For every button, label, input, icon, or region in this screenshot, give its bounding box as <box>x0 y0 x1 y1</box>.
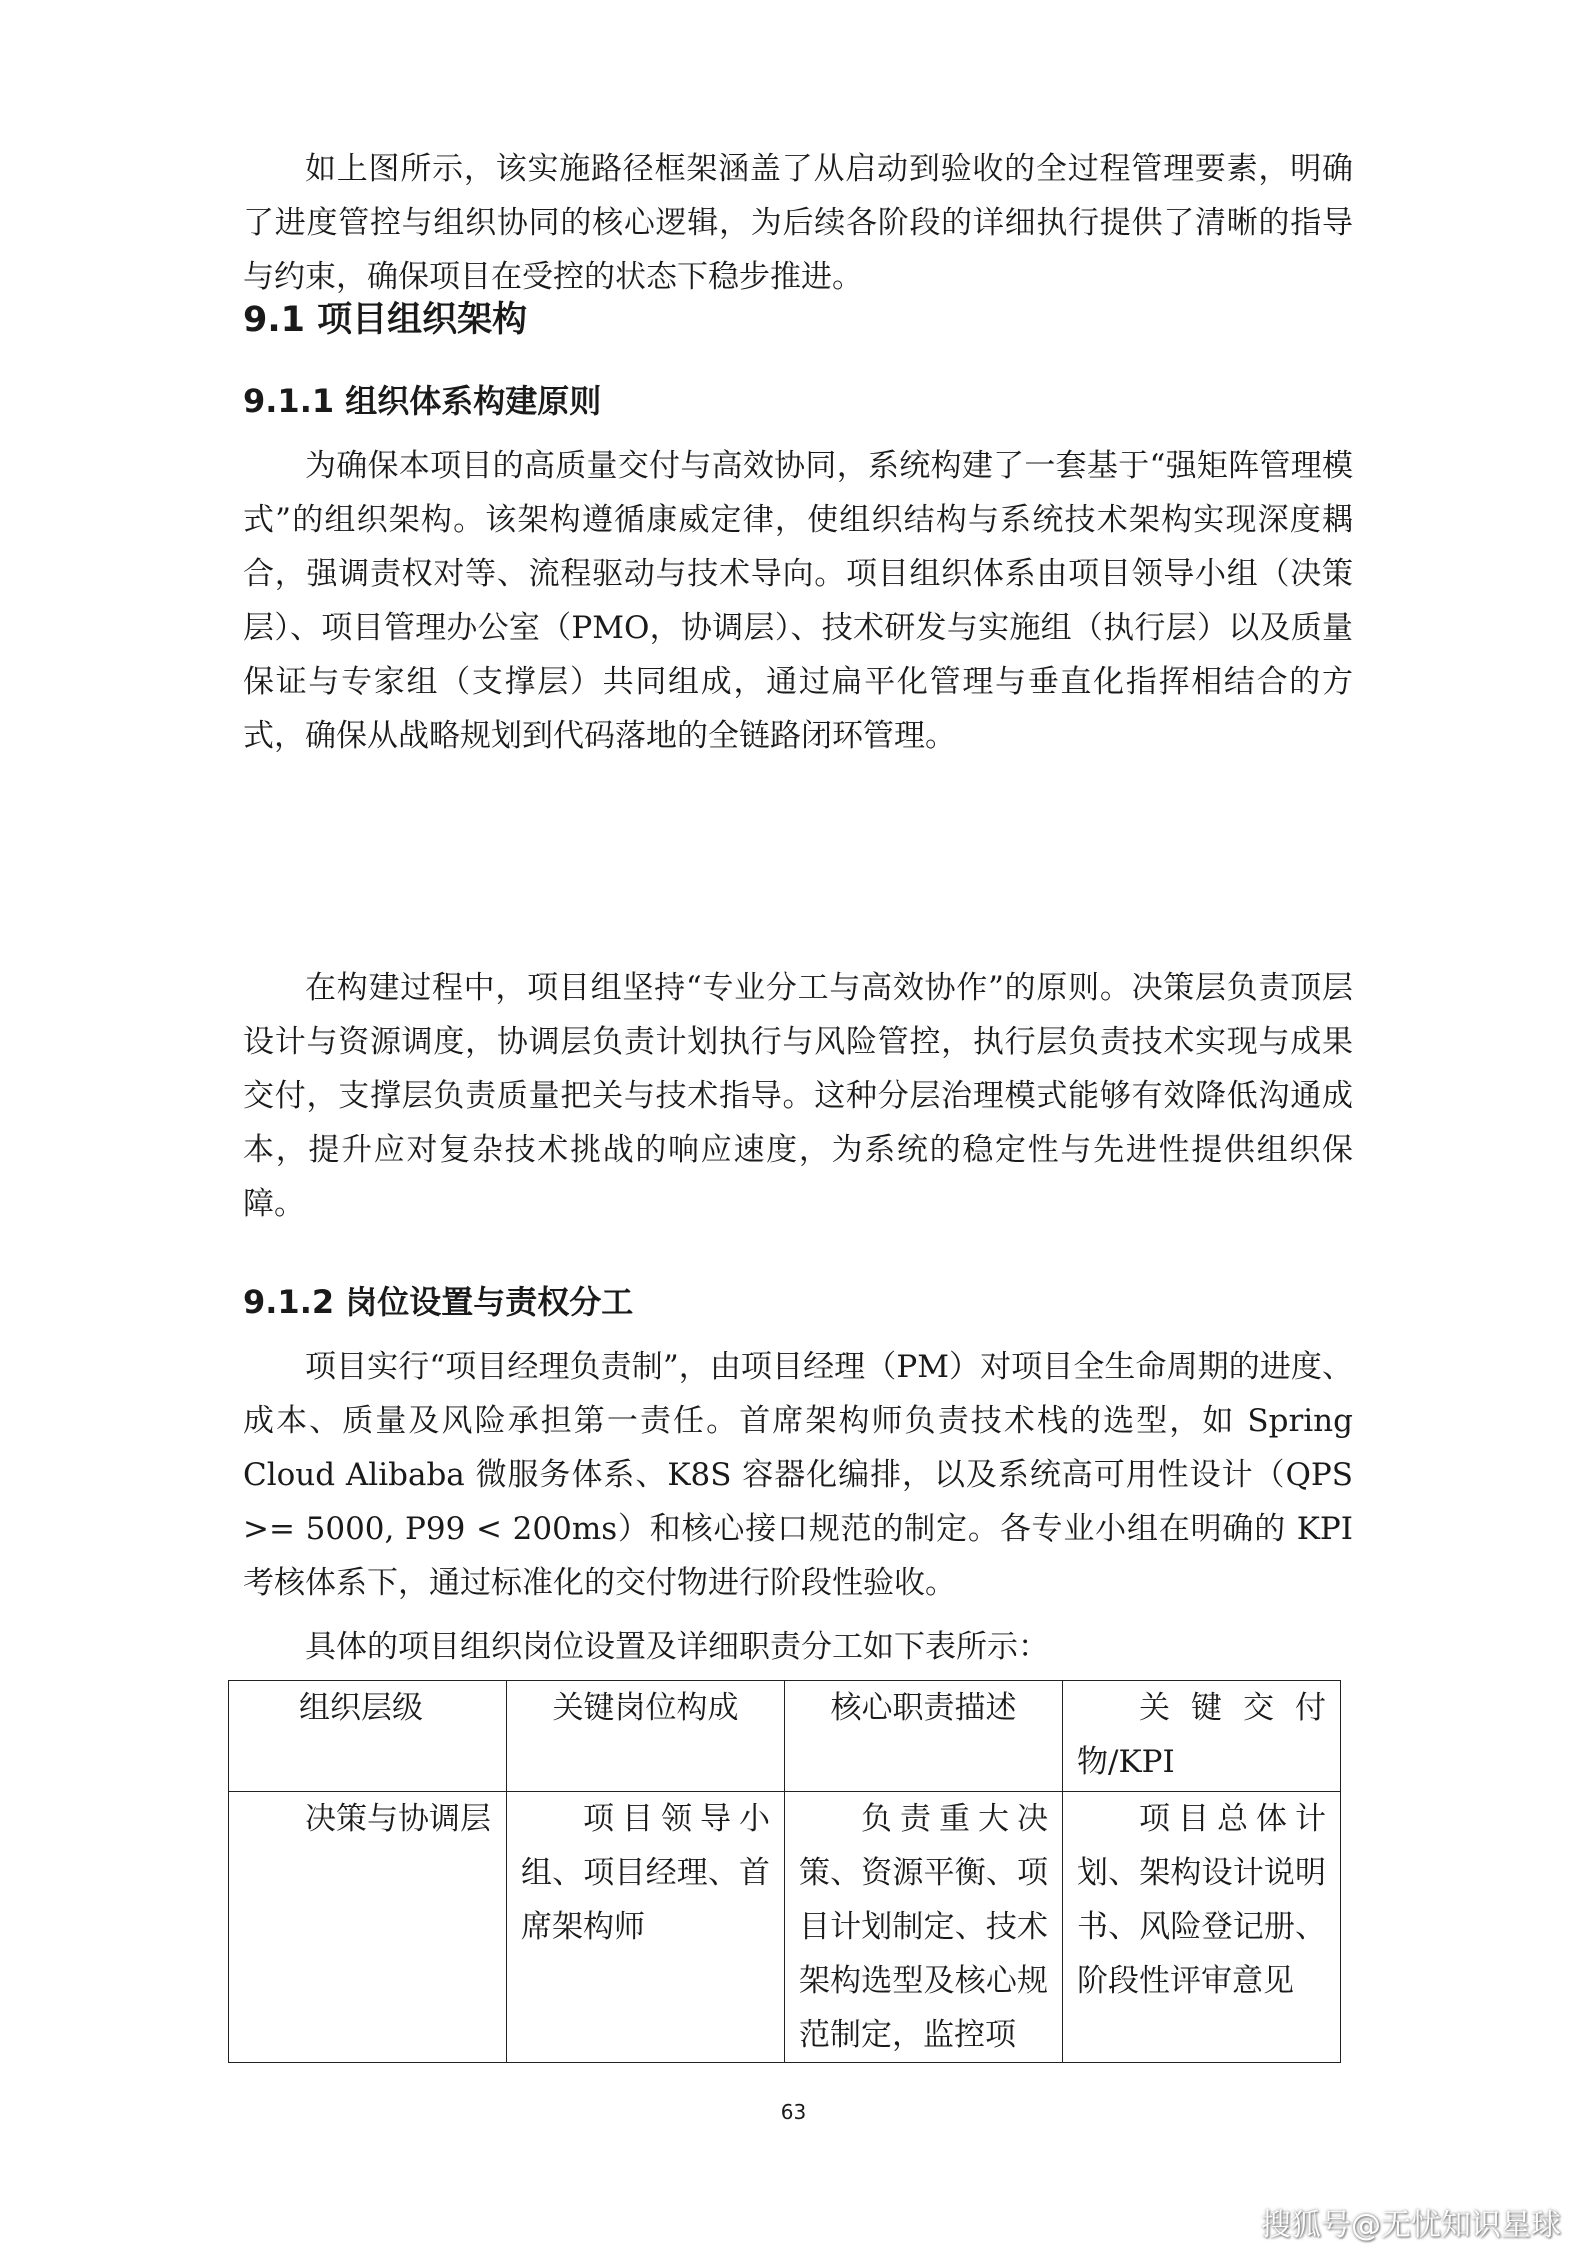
watermark: 搜狐号@无忧知识星球 <box>1261 2208 1561 2243</box>
cell-deliverables: 项目总体计划、架构设计说明书、风险登记册、阶段性评审意见 <box>1063 1792 1341 2063</box>
header-key-positions: 关键岗位构成 <box>507 1681 785 1792</box>
subsection-1-title: 9.1.1 组织体系构建原则 <box>243 382 602 420</box>
table-intro-text: 具体的项目组织岗位设置及详细职责分工如下表所示： <box>305 1629 1049 1665</box>
table-header-row <box>229 1681 1341 1792</box>
table-row <box>229 1792 1341 2063</box>
role-responsibility-table <box>228 1680 1341 2063</box>
cell-key-positions: 项目领导小组、项目经理、首席架构师 <box>507 1792 785 2063</box>
page-number: 63 <box>780 2100 807 2124</box>
cell-org-level: 决策与协调层 <box>229 1792 507 2063</box>
intro-paragraph: 如上图所示，该实施路径框架涵盖了从启动到验收的全过程管理要素，明确了进度管控与组织协同的核心逻辑，为后续各阶段的详细执行提供了清晰的指导与约束，确保项目在受控的状态下稳步推进。 <box>243 151 1353 295</box>
subsection-2-title: 9.1.2 岗位设置与责权分工 <box>243 1283 634 1321</box>
section-title: 9.1 项目组织架构 <box>243 300 528 340</box>
cell-core-duties: 负责重大决策、资源平衡、项目计划制定、技术架构选型及核心规范制定，监控项 <box>785 1792 1063 2063</box>
header-org-level: 组织层级 <box>229 1681 507 1792</box>
subsection-1-paragraph-1: 为确保本项目的高质量交付与高效协同，系统构建了一套基于“强矩阵管理模式”的组织架构。该架构遵循康威定律，使组织结构与系统技术架构实现深度耦合，强调责权对等、流程驱动与技术导向。项目组织体系由项目领导小组（决策层）、项目管理办公室（PMO，协调层）、技术研发与实施组（执行层）以及质量保证与专家组（支撑层）共同组成，通过扁平化管理与垂直化指挥相结合的方式，确保从战略规划到代码落地的全链路闭环管理。 <box>243 448 1353 754</box>
subsection-1-paragraph-2: 在构建过程中，项目组坚持“专业分工与高效协作”的原则。决策层负责顶层设计与资源调度，协调层负责计划执行与风险管控，执行层负责技术实现与成果交付，支撑层负责质量把关与技术指导。这种分层治理模式能够有效降低沟通成本，提升应对复杂技术挑战的响应速度，为系统的稳定性与先进性提供组织保障。 <box>243 970 1353 1222</box>
subsection-2-paragraph-1: 项目实行“项目经理负责制”，由项目经理（PM）对项目全生命周期的进度、成本、质量及风险承担第一责任。首席架构师负责技术栈的选型，如 Spring Cloud Alibaba 微服务体系、K8S 容器化编排，以及系统高可用性设计（QPS >= 5000, P99 < 200ms）和核心接口规范的制定。各专业小组在明确的 KPI 考核体系下，通过标准化的交付物进行阶段性验收。 <box>243 1349 1353 1601</box>
header-core-duties: 核心职责描述 <box>785 1681 1063 1792</box>
header-deliverables-kpi: 关键交付物/KPI <box>1063 1681 1341 1792</box>
